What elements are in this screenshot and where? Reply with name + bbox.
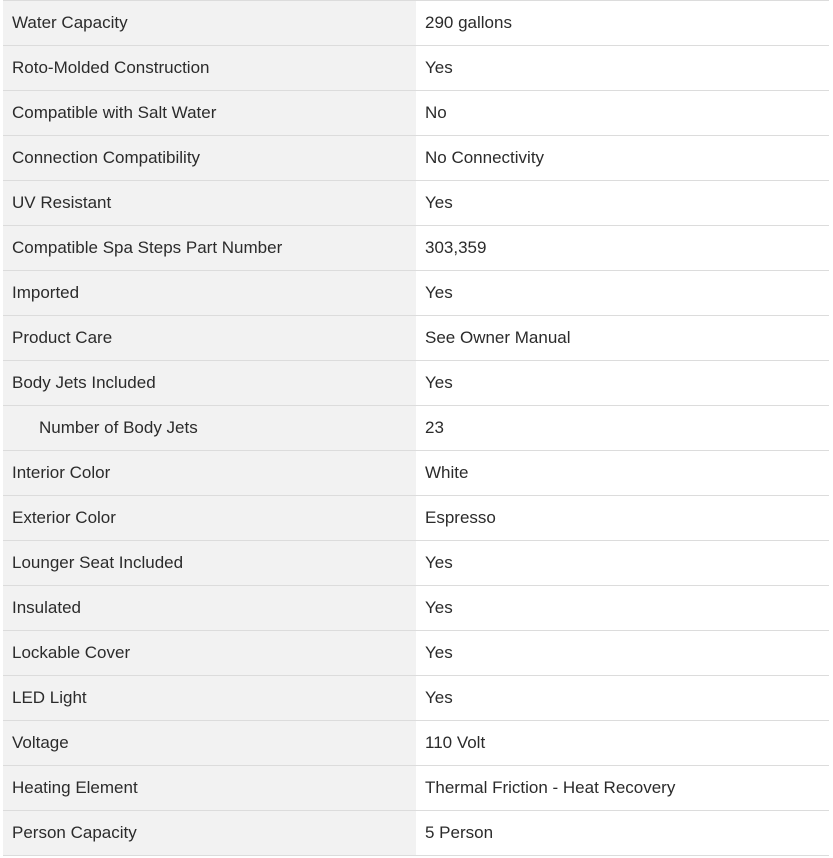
spec-value: See Owner Manual [416,316,829,361]
spec-row [3,631,829,676]
spec-value: 5 Person [416,811,829,856]
spec-value: Yes [416,676,829,721]
spec-name: Body Jets Included [3,361,416,406]
spec-value: Espresso [416,496,829,541]
spec-name: Heating Element [3,766,416,811]
spec-name: Person Capacity [3,811,416,856]
spec-name: Exterior Color [3,496,416,541]
spec-row [3,586,829,631]
spec-row [3,451,829,496]
spec-row [3,721,829,766]
spec-value: Yes [416,361,829,406]
spec-name: Insulated [3,586,416,631]
spec-name: Connection Compatibility [3,136,416,181]
spec-row [3,1,829,46]
spec-name: Lounger Seat Included [3,541,416,586]
spec-value: 110 Volt [416,721,829,766]
spec-value: 23 [416,406,829,451]
spec-name: Voltage [3,721,416,766]
spec-value: 303,359 [416,226,829,271]
spec-value: 290 gallons [416,1,829,46]
spec-row [3,181,829,226]
spec-row [3,406,829,451]
spec-row [3,541,829,586]
spec-row [3,496,829,541]
spec-row [3,46,829,91]
spec-name: UV Resistant [3,181,416,226]
spec-value: Yes [416,271,829,316]
spec-row [3,361,829,406]
spec-name: Interior Color [3,451,416,496]
spec-row [3,811,829,856]
spec-name: Roto-Molded Construction [3,46,416,91]
spec-value: Yes [416,46,829,91]
spec-row [3,271,829,316]
spec-name: Imported [3,271,416,316]
spec-row [3,91,829,136]
spec-value: Thermal Friction - Heat Recovery [416,766,829,811]
spec-value: Yes [416,631,829,676]
spec-name: Number of Body Jets [3,406,416,451]
spec-row [3,316,829,361]
spec-name: LED Light [3,676,416,721]
spec-name: Lockable Cover [3,631,416,676]
specifications-table-body [3,1,829,856]
spec-name: Product Care [3,316,416,361]
spec-name: Water Capacity [3,1,416,46]
spec-name: Compatible Spa Steps Part Number [3,226,416,271]
spec-row [3,676,829,721]
spec-value: Yes [416,181,829,226]
spec-value: No [416,91,829,136]
specifications-table [3,0,829,856]
spec-row [3,136,829,181]
spec-value: No Connectivity [416,136,829,181]
spec-value: Yes [416,541,829,586]
spec-name: Compatible with Salt Water [3,91,416,136]
spec-row [3,766,829,811]
spec-value: Yes [416,586,829,631]
spec-value: White [416,451,829,496]
spec-row [3,226,829,271]
